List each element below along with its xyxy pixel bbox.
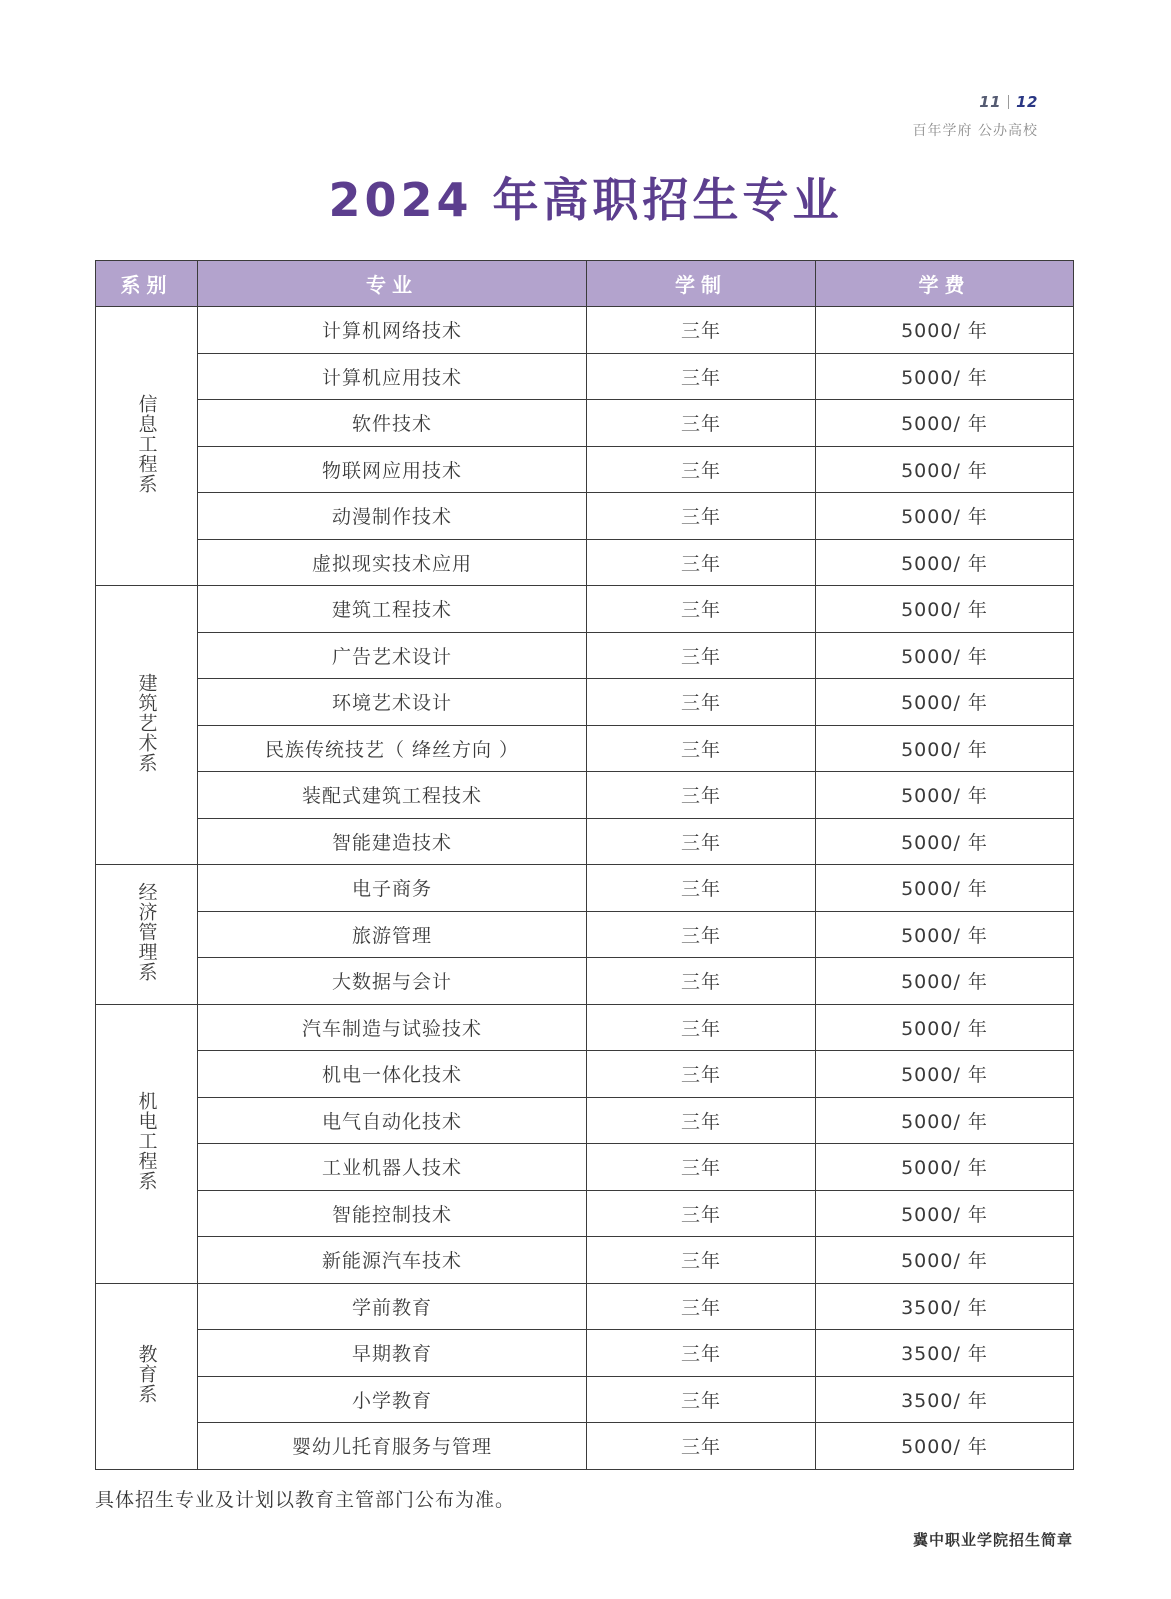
duration-cell: 三年 [587,1330,816,1377]
table-row [96,446,1074,493]
table-header-row [96,261,1074,307]
majors-table [95,260,1074,1470]
fee-cell: 5000/ 年 [816,1190,1074,1237]
department-cell [96,1004,198,1283]
department-cell [96,1283,198,1469]
fee-cell: 5000/ 年 [816,493,1074,540]
fee-cell: 5000/ 年 [816,911,1074,958]
fee-cell: 5000/ 年 [816,1097,1074,1144]
major-cell: 婴幼儿托育服务与管理 [198,1423,587,1470]
fee-cell: 5000/ 年 [816,1423,1074,1470]
major-cell: 汽车制造与试验技术 [198,1004,587,1051]
duration-cell: 三年 [587,958,816,1005]
department-name: 教育系 [135,1343,158,1404]
table-row [96,1004,1074,1051]
major-cell: 软件技术 [198,400,587,447]
fee-cell: 5000/ 年 [816,1237,1074,1284]
fee-cell: 5000/ 年 [816,865,1074,912]
page-number-divider [1008,95,1009,109]
duration-cell: 三年 [587,353,816,400]
table-row [96,1376,1074,1423]
major-cell: 计算机网络技术 [198,307,587,354]
major-cell: 智能建造技术 [198,818,587,865]
header-department: 系别 [96,261,198,307]
table-row [96,911,1074,958]
duration-cell: 三年 [587,586,816,633]
major-cell: 大数据与会计 [198,958,587,1005]
fee-cell: 5000/ 年 [816,446,1074,493]
table-row [96,539,1074,586]
major-cell: 小学教育 [198,1376,587,1423]
table-row [96,1097,1074,1144]
major-cell: 工业机器人技术 [198,1144,587,1191]
fee-cell: 3500/ 年 [816,1283,1074,1330]
department-name: 机电工程系 [135,1091,158,1191]
duration-cell: 三年 [587,865,816,912]
page-title: 2024 年高职招生专业 [328,173,843,227]
table-row [96,353,1074,400]
duration-cell: 三年 [587,1190,816,1237]
table-row [96,1423,1074,1470]
major-cell: 早期教育 [198,1330,587,1377]
header-duration: 学制 [587,261,816,307]
fee-cell: 5000/ 年 [816,307,1074,354]
duration-cell: 三年 [587,1376,816,1423]
table-row [96,400,1074,447]
major-cell: 装配式建筑工程技术 [198,772,587,819]
table-row [96,1237,1074,1284]
page-number-left: 11 [979,93,1002,111]
major-cell: 智能控制技术 [198,1190,587,1237]
table-row [96,865,1074,912]
major-cell: 物联网应用技术 [198,446,587,493]
table-row [96,307,1074,354]
duration-cell: 三年 [587,679,816,726]
fee-cell: 5000/ 年 [816,958,1074,1005]
duration-cell: 三年 [587,1237,816,1284]
major-cell: 学前教育 [198,1283,587,1330]
page-number-right: 12 [1016,93,1038,111]
table-row [96,586,1074,633]
duration-cell: 三年 [587,818,816,865]
major-cell: 建筑工程技术 [198,586,587,633]
duration-cell: 三年 [587,772,816,819]
major-cell: 环境艺术设计 [198,679,587,726]
table-row [96,1144,1074,1191]
fee-cell: 5000/ 年 [816,818,1074,865]
header-major: 专业 [198,261,587,307]
duration-cell: 三年 [587,632,816,679]
duration-cell: 三年 [587,1283,816,1330]
footer-brand: 冀中职业学院招生简章 [912,1531,1073,1549]
fee-cell: 5000/ 年 [816,772,1074,819]
table-row [96,958,1074,1005]
department-name: 经济管理系 [135,881,158,982]
fee-cell: 5000/ 年 [816,1004,1074,1051]
table-row [96,679,1074,726]
fee-cell: 5000/ 年 [816,632,1074,679]
duration-cell: 三年 [587,725,816,772]
department-cell [96,586,198,865]
major-cell: 电气自动化技术 [198,1097,587,1144]
duration-cell: 三年 [587,1004,816,1051]
department-name: 信息工程系 [135,393,158,494]
fee-cell: 5000/ 年 [816,1144,1074,1191]
duration-cell: 三年 [587,539,816,586]
major-cell: 旅游管理 [198,911,587,958]
fee-cell: 3500/ 年 [816,1330,1074,1377]
duration-cell: 三年 [587,1144,816,1191]
duration-cell: 三年 [587,307,816,354]
fee-cell: 5000/ 年 [816,725,1074,772]
table-row [96,772,1074,819]
duration-cell: 三年 [587,400,816,447]
duration-cell: 三年 [587,1097,816,1144]
duration-cell: 三年 [587,1423,816,1470]
department-name: 建筑艺术系 [135,672,158,773]
fee-cell: 5000/ 年 [816,586,1074,633]
fee-cell: 5000/ 年 [816,539,1074,586]
table-body [96,307,1074,1470]
fee-cell: 5000/ 年 [816,400,1074,447]
major-cell: 动漫制作技术 [198,493,587,540]
department-cell [96,865,198,1005]
table-row [96,818,1074,865]
duration-cell: 三年 [587,911,816,958]
major-cell: 新能源汽车技术 [198,1237,587,1284]
table-row [96,725,1074,772]
header-fee: 学费 [816,261,1074,307]
fee-cell: 3500/ 年 [816,1376,1074,1423]
major-cell: 虚拟现实技术应用 [198,539,587,586]
major-cell: 民族传统技艺（ 绛丝方向 ） [198,725,587,772]
fee-cell: 5000/ 年 [816,1051,1074,1098]
duration-cell: 三年 [587,493,816,540]
major-cell: 电子商务 [198,865,587,912]
duration-cell: 三年 [587,1051,816,1098]
header-tagline: 百年学府 公办高校 [912,123,1038,139]
major-cell: 广告艺术设计 [198,632,587,679]
department-cell [96,307,198,586]
table-row [96,632,1074,679]
table-row [96,1051,1074,1098]
table-row [96,1330,1074,1377]
table-row [96,1283,1074,1330]
fee-cell: 5000/ 年 [816,679,1074,726]
major-cell: 机电一体化技术 [198,1051,587,1098]
major-cell: 计算机应用技术 [198,353,587,400]
duration-cell: 三年 [587,446,816,493]
table-row [96,493,1074,540]
table-row [96,1190,1074,1237]
fee-cell: 5000/ 年 [816,353,1074,400]
page-numbers [979,93,1038,111]
footnote: 具体招生专业及计划以教育主管部门公布为准。 [95,1489,516,1511]
